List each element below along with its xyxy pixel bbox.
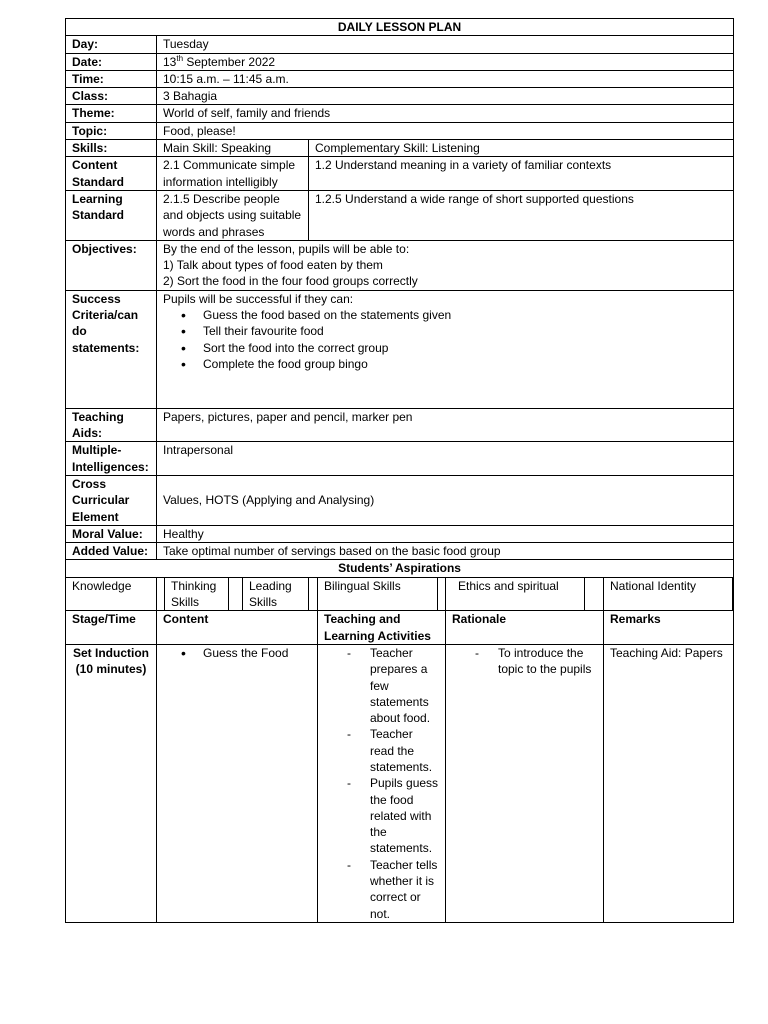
aspiration-leading-skills: Leading Skills [243,577,309,611]
added-value-row [66,543,734,560]
learning-standard-label-line-1: Learning [72,191,123,206]
teaching-aids-row [66,408,734,442]
stage-remarks: Teaching Aid: Papers [604,644,734,922]
teaching-aids-value: Papers, pictures, paper and pencil, marker pen [157,408,734,442]
aspirations-title: Students’ Aspirations [66,560,734,577]
moral-value-value: Healthy [157,525,734,542]
class-label: Class: [66,88,157,105]
learning-standard-complementary: 1.2.5 Understand a wide range of short supported questions [309,190,734,240]
success-criteria-item: • Complete the food group bingo [203,356,727,372]
objective-item: 2) Sort the food in the four food groups correctly [163,274,418,289]
skills-row [66,140,734,157]
content-standard-label [66,157,157,191]
aspiration-ethics: Ethics and spiritual [446,577,585,611]
topic-label: Topic: [66,122,157,139]
content-standard-label-line-2: Standard [72,174,125,189]
aspiration-national-identity-box [733,577,734,611]
info-row-time [66,70,734,87]
learning-standard-label [66,190,157,240]
date-rest: September 2022 [183,54,276,69]
topic-value: Food, please! [157,122,734,139]
cross-curricular-label: Cross Curricular Element [66,475,157,525]
aspirations-title-row [66,560,734,577]
info-row-class [66,88,734,105]
multiple-intelligences-label: Multiple-Intelligences: [66,442,157,476]
rationale-header: Rationale [446,611,604,645]
theme-label: Theme: [66,105,157,122]
success-criteria-item: • Tell their favourite food [203,323,727,339]
success-criteria-label: Success Criteria/can do statements: [66,290,157,408]
info-row-date [66,53,734,70]
remarks-header: Remarks [604,611,734,645]
activity-item: - Teacher prepares a few statements about food. [370,645,439,726]
stage-activities [318,644,446,922]
content-standard-complementary: 1.2 Understand meaning in a variety of familiar contexts [309,157,734,191]
stage-content-list [163,645,311,661]
activity-item: - Pupils guess the food related with the statements. [370,775,439,856]
activity-item: - Teacher tells whether it is correct or not. [370,857,439,922]
document-title: DAILY LESSON PLAN [66,19,734,36]
objectives-content [157,240,734,290]
aspiration-thinking-skills: Thinking Skills [165,577,229,611]
learning-standard-label-line-2: Standard [72,208,125,223]
success-criteria-list [163,307,727,372]
success-criteria-intro: Pupils will be successful if they can: [163,291,354,306]
success-criteria-item: • Sort the food into the correct group [203,340,727,356]
time-label: Time: [66,70,157,87]
multiple-intelligences-row [66,442,734,476]
lesson-plan-table [65,18,734,923]
content-standard-main: 2.1 Communicate simple information intelligibly [157,157,309,191]
success-criteria-content [157,290,734,408]
objectives-intro: By the end of the lesson, pupils will be able to: [163,241,410,256]
date-value [157,53,734,70]
stage-row-set-induction [66,644,734,922]
activity-item: - Teacher read the statements. [370,726,439,775]
aspiration-ethics-box [585,577,604,611]
activities-header: Teaching and Learning Activities [318,611,446,645]
aspiration-thinking-skills-box [229,577,243,611]
rationale-list [452,645,597,678]
time-value: 10:15 a.m. – 11:45 a.m. [157,70,734,87]
aspirations-row [66,577,734,611]
day-label: Day: [66,36,157,53]
aspiration-knowledge-box [157,577,165,611]
date-day: 13 [163,54,177,69]
objective-item: 1) Talk about types of food eaten by them [163,258,383,273]
learning-standard-main: 2.1.5 Describe people and objects using suitable words and phrases [157,190,309,240]
added-value-value: Take optimal number of servings based on the basic food group [157,543,734,560]
lesson-plan-document [65,18,733,923]
info-row-day [66,36,734,53]
moral-value-label: Moral Value: [66,525,157,542]
aspiration-leading-skills-box [309,577,318,611]
added-value-label: Added Value: [66,543,157,560]
multiple-intelligences-value: Intrapersonal [157,442,734,476]
cross-curricular-value: Values, HOTS (Applying and Analysing) [157,475,734,525]
moral-value-row [66,525,734,542]
skills-label: Skills: [66,140,157,157]
success-criteria-item: • Guess the food based on the statements given [203,307,727,323]
stage-content-item: • Guess the Food [203,645,311,661]
stage-header-row [66,611,734,645]
aspiration-bilingual-skills-box [438,577,446,611]
learning-standard-row [66,190,734,240]
date-label: Date: [66,53,157,70]
stage-rationale [446,644,604,922]
date-suffix: th [176,53,184,63]
aspiration-knowledge: Knowledge [66,577,157,611]
content-header: Content [157,611,318,645]
title-row [66,19,734,36]
teaching-aids-label: Teaching Aids: [66,408,157,442]
info-row-theme [66,105,734,122]
aspiration-bilingual-skills: Bilingual Skills [318,577,438,611]
content-standard-row [66,157,734,191]
info-row-topic [66,122,734,139]
aspiration-national-identity: National Identity [604,577,733,611]
rationale-item: - To introduce the topic to the pupils [498,645,597,678]
content-standard-label-line-1: Content [72,158,118,173]
stage-time-header: Stage/Time [66,611,157,645]
cross-curricular-row [66,475,734,525]
stage-time: Set Induction (10 minutes) [66,644,157,922]
main-skill: Main Skill: Speaking [157,140,309,157]
activities-list [324,645,439,922]
objectives-row [66,240,734,290]
objectives-label: Objectives: [66,240,157,290]
day-value: Tuesday [157,36,734,53]
theme-value: World of self, family and friends [157,105,734,122]
complementary-skill: Complementary Skill: Listening [309,140,734,157]
stage-content [157,644,318,922]
success-criteria-row [66,290,734,408]
class-value: 3 Bahagia [157,88,734,105]
